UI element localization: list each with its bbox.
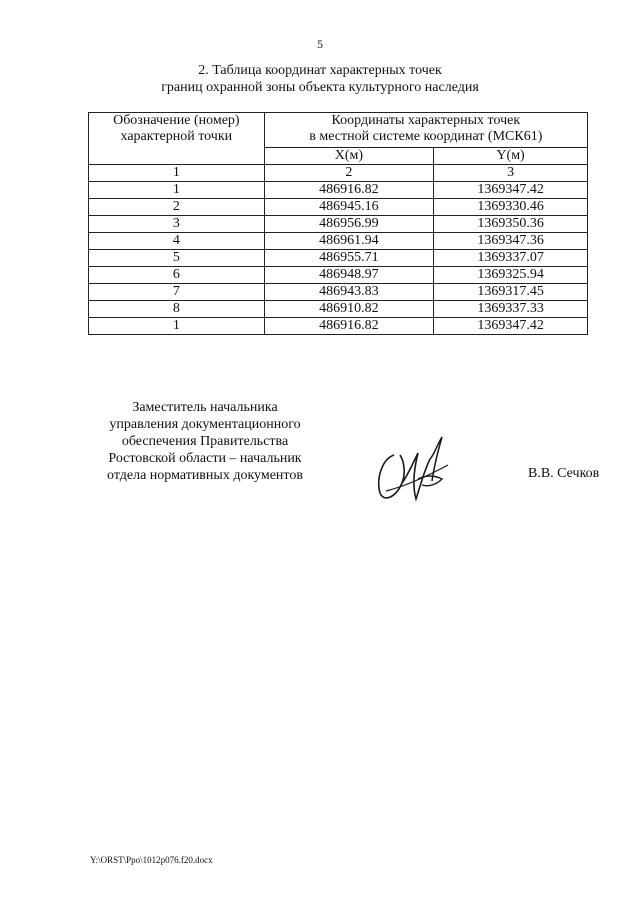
header-line: Обозначение (номер) [113, 113, 240, 128]
header-coordinates-group [264, 113, 587, 148]
x-coordinate-cell: 486956.99 [264, 216, 434, 233]
x-coordinate-cell: 486943.83 [264, 284, 434, 301]
point-number-cell: 5 [89, 250, 265, 267]
header-line: Координаты характерных точек [331, 113, 521, 128]
table-row [89, 267, 588, 284]
table-row [89, 301, 588, 318]
point-number-cell: 2 [89, 199, 265, 216]
table-row [89, 284, 588, 301]
y-coordinate-cell: 3 [434, 165, 588, 182]
title-line: 2. Таблица координат характерных точек [198, 63, 442, 78]
x-coordinate-cell: 486955.71 [264, 250, 434, 267]
y-coordinate-cell: 1369330.46 [434, 199, 588, 216]
y-coordinate-cell: 1369347.42 [434, 182, 588, 199]
y-coordinate-cell: 1369337.33 [434, 301, 588, 318]
signer-position-line: обеспечения Правительства [121, 434, 289, 449]
file-path: Y:\ORST\Ppo\1012p076.f20.docx [90, 855, 213, 865]
table-row [89, 318, 588, 335]
table-row [89, 182, 588, 199]
x-coordinate-cell: 486916.82 [264, 182, 434, 199]
x-coordinate-cell: 486948.97 [264, 267, 434, 284]
point-number-cell: 7 [89, 284, 265, 301]
point-number-cell: 1 [89, 318, 265, 335]
table-title [0, 62, 640, 96]
header-line: в местной системе координат (МСК61) [309, 129, 543, 144]
table-row [89, 216, 588, 233]
handwritten-signature [372, 435, 456, 507]
header-x: X(м) [264, 148, 434, 165]
y-coordinate-cell: 1369347.36 [434, 233, 588, 250]
header-y: Y(м) [434, 148, 588, 165]
point-number-cell: 3 [89, 216, 265, 233]
signer-position-line: отдела нормативных документов [107, 468, 303, 483]
coordinates-table [88, 112, 588, 335]
y-coordinate-cell: 1369347.42 [434, 318, 588, 335]
x-coordinate-cell: 486945.16 [264, 199, 434, 216]
point-number-cell: 6 [89, 267, 265, 284]
y-coordinate-cell: 1369325.94 [434, 267, 588, 284]
signer-position-line: Заместитель начальника [132, 400, 278, 415]
point-number-cell: 8 [89, 301, 265, 318]
table-row [89, 199, 588, 216]
table-row [89, 233, 588, 250]
header-line: характерной точки [120, 129, 233, 144]
table-row [89, 165, 588, 182]
point-number-cell: 1 [89, 182, 265, 199]
y-coordinate-cell: 1369337.07 [434, 250, 588, 267]
signer-position-line: Ростовской области – начальник [108, 451, 302, 466]
x-coordinate-cell: 486916.82 [264, 318, 434, 335]
title-line: границ охранной зоны объекта культурного наследия [161, 80, 479, 95]
page-number: 5 [317, 37, 323, 51]
point-number-cell: 4 [89, 233, 265, 250]
table-row [89, 250, 588, 267]
signer-name: В.В. Сечков [528, 466, 600, 481]
x-coordinate-cell: 486910.82 [264, 301, 434, 318]
signer-position-line: управления документационного [109, 417, 301, 432]
header-point-designation [89, 113, 265, 165]
signer-position [90, 399, 320, 484]
y-coordinate-cell: 1369350.36 [434, 216, 588, 233]
x-coordinate-cell: 2 [264, 165, 434, 182]
point-number-cell: 1 [89, 165, 265, 182]
table-body [89, 165, 588, 335]
y-coordinate-cell: 1369317.45 [434, 284, 588, 301]
x-coordinate-cell: 486961.94 [264, 233, 434, 250]
